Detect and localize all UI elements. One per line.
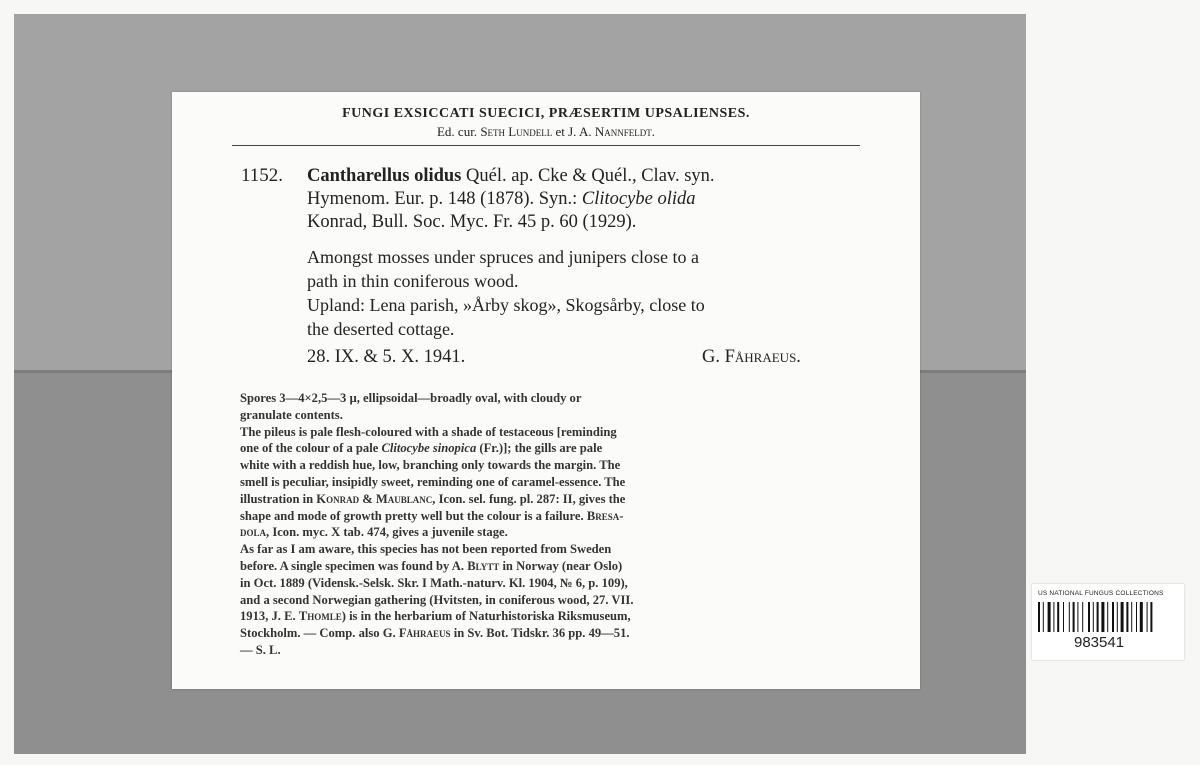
taxon-authority: Quél. ap. Cke & Quél., Clav. syn. <box>466 166 715 186</box>
note-line: Stockholm. — Comp. also G. Fåhraeus in Sv. Bot. Tidskr. 36 pp. 49—51. <box>240 626 630 641</box>
note-line: before. A single specimen was found by A. Blytt in Norway (near Oslo) <box>240 558 623 573</box>
citation-line-3: Konrad, Bull. Soc. Myc. Fr. 45 p. 60 (1929). <box>307 212 637 232</box>
header-rule <box>232 145 860 146</box>
note-line: 1913, J. E. Thomle) is in the herbarium of Naturhistoriska Riksmuseum, <box>240 609 631 624</box>
taxon-name: Cantharellus olidus <box>307 166 462 186</box>
note-line: one of the colour of a pale Clitocybe sinopica (Fr.)]; the gills are pale <box>240 441 603 456</box>
exsiccata-number: 1152. <box>241 165 284 186</box>
catalog-number: 983541 <box>1074 634 1125 651</box>
note-line: As far as I am aware, this species has not been reported from Sweden <box>240 542 612 557</box>
habitat-line: Amongst mosses under spruces and junipers close to a <box>307 247 699 267</box>
note-line: Spores 3—4×2,5—3 µ, ellipsoidal—broadly oval, with cloudy or <box>240 391 582 405</box>
note-line: illustration in Konrad & Maublanc, Icon. sel. fung. pl. 287: II, gives the <box>240 491 626 506</box>
note-line: The pileus is pale flesh-coloured with a shade of testaceous [reminding <box>240 424 617 439</box>
citation-line-2 <box>307 188 860 211</box>
note-line: smell is peculiar, insipidly sweet, reminding one of caramel-essence. The <box>240 474 626 489</box>
series-title: FUNGI EXSICCATI SUECICI, PRÆSERTIM UPSALIENSES. <box>342 106 750 121</box>
institution-name: US NATIONAL FUNGUS COLLECTIONS <box>1038 590 1164 597</box>
barcode-icon <box>1038 602 1178 632</box>
specimen-label <box>172 92 920 689</box>
note-line: white with a reddish hue, low, branching only towards the margin. The <box>240 458 621 473</box>
editors-prefix: Ed. cur. <box>436 124 478 139</box>
editors-mid: et J. A. <box>555 124 592 139</box>
collection-date: 28. IX. & 5. X. 1941. <box>307 347 466 367</box>
citation-reference: Hymenom. Eur. p. 148 (1878). Syn.: <box>307 189 578 209</box>
synonym-name: Clitocybe olida <box>581 189 696 209</box>
taxon-citation <box>307 165 860 234</box>
citation-line-1 <box>307 165 860 188</box>
habitat-locality <box>307 245 867 341</box>
barcode-label <box>1032 584 1184 660</box>
locality-line: Upland: Lena parish, »Årby skog», Skogsårby, close to <box>307 295 705 315</box>
editor-nannfeldt: Nannfeldt. <box>594 124 655 139</box>
note-line: and a second Norwegian gathering (Hvitsten, in coniferous wood, 27. VII. <box>240 592 634 607</box>
note-line: in Oct. 1889 (Vidensk.-Selsk. Skr. I Math.-naturv. Kl. 1904, № 6, p. 109), <box>240 575 628 590</box>
collector-name: G. Fåhraeus. <box>702 347 801 367</box>
note-line: shape and mode of growth pretty well but the colour is a failure. Bresa- <box>240 508 624 523</box>
habitat-line: path in thin coniferous wood. <box>307 271 519 291</box>
series-editors <box>172 124 920 140</box>
editor-lundell: Seth Lundell <box>480 124 553 139</box>
taxonomic-notes <box>240 390 860 659</box>
locality-line: the deserted cottage. <box>307 319 455 339</box>
note-line: — S. L. <box>240 642 281 657</box>
note-line: dola, Icon. myc. X tab. 474, gives a juvenile stage. <box>240 525 508 540</box>
note-line: granulate contents. <box>240 407 343 422</box>
